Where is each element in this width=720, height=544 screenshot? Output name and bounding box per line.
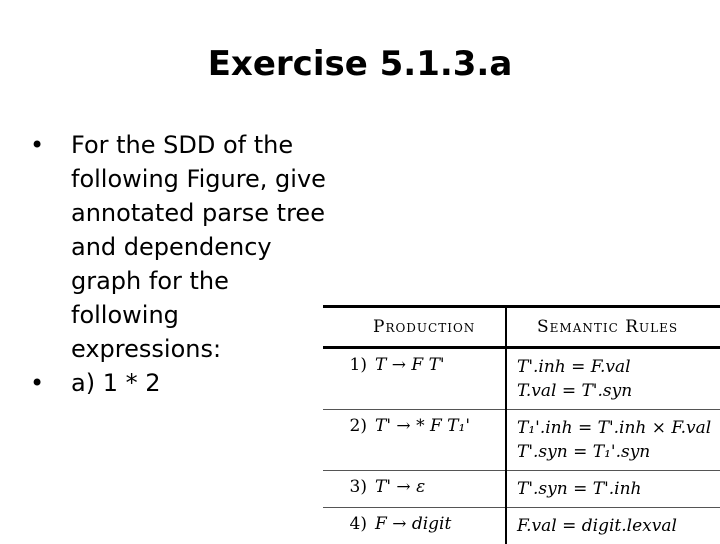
rules-cell <box>506 410 720 471</box>
slide-title: Exercise 5.1.3.a <box>0 44 720 84</box>
sdd-table <box>323 305 720 544</box>
bullet-text: a) 1 * 2 <box>71 366 326 400</box>
semantic-rule: T.val = T'.syn <box>517 379 720 403</box>
rules-cell <box>506 348 720 410</box>
bullet-marker: • <box>30 128 71 162</box>
rules-cell <box>506 508 720 544</box>
row-number: 4) <box>323 508 375 544</box>
table-row <box>323 410 720 471</box>
row-number: 1) <box>323 348 375 410</box>
bullet-item <box>30 366 326 400</box>
semantic-rule: T'.syn = T₁'.syn <box>517 440 720 464</box>
semantic-rule: T₁'.inh = T'.inh × F.val <box>517 416 720 440</box>
table-row <box>323 471 720 508</box>
production-header: Production <box>323 307 506 348</box>
semantic-rule: T'.inh = F.val <box>517 355 720 379</box>
production-cell: T → F T' <box>375 348 506 410</box>
row-number: 3) <box>323 471 375 508</box>
table-row <box>323 348 720 410</box>
production-cell: F → digit <box>375 508 506 544</box>
table-row <box>323 508 720 544</box>
semantic-rules-header: Semantic Rules <box>506 307 720 348</box>
row-number: 2) <box>323 410 375 471</box>
table-header-row <box>323 307 720 348</box>
bullet-list <box>30 128 326 400</box>
production-cell: T' → * F T₁' <box>375 410 506 471</box>
semantic-rule: T'.syn = T'.inh <box>517 477 720 501</box>
bullet-marker: • <box>30 366 71 400</box>
production-cell: T' → ε <box>375 471 506 508</box>
bullet-text: For the SDD of the following Figure, give annotated parse tree and dependency graph for the following expressions: <box>71 128 326 366</box>
rules-cell <box>506 471 720 508</box>
semantic-rule: F.val = digit.lexval <box>517 514 720 538</box>
bullet-item <box>30 128 326 366</box>
